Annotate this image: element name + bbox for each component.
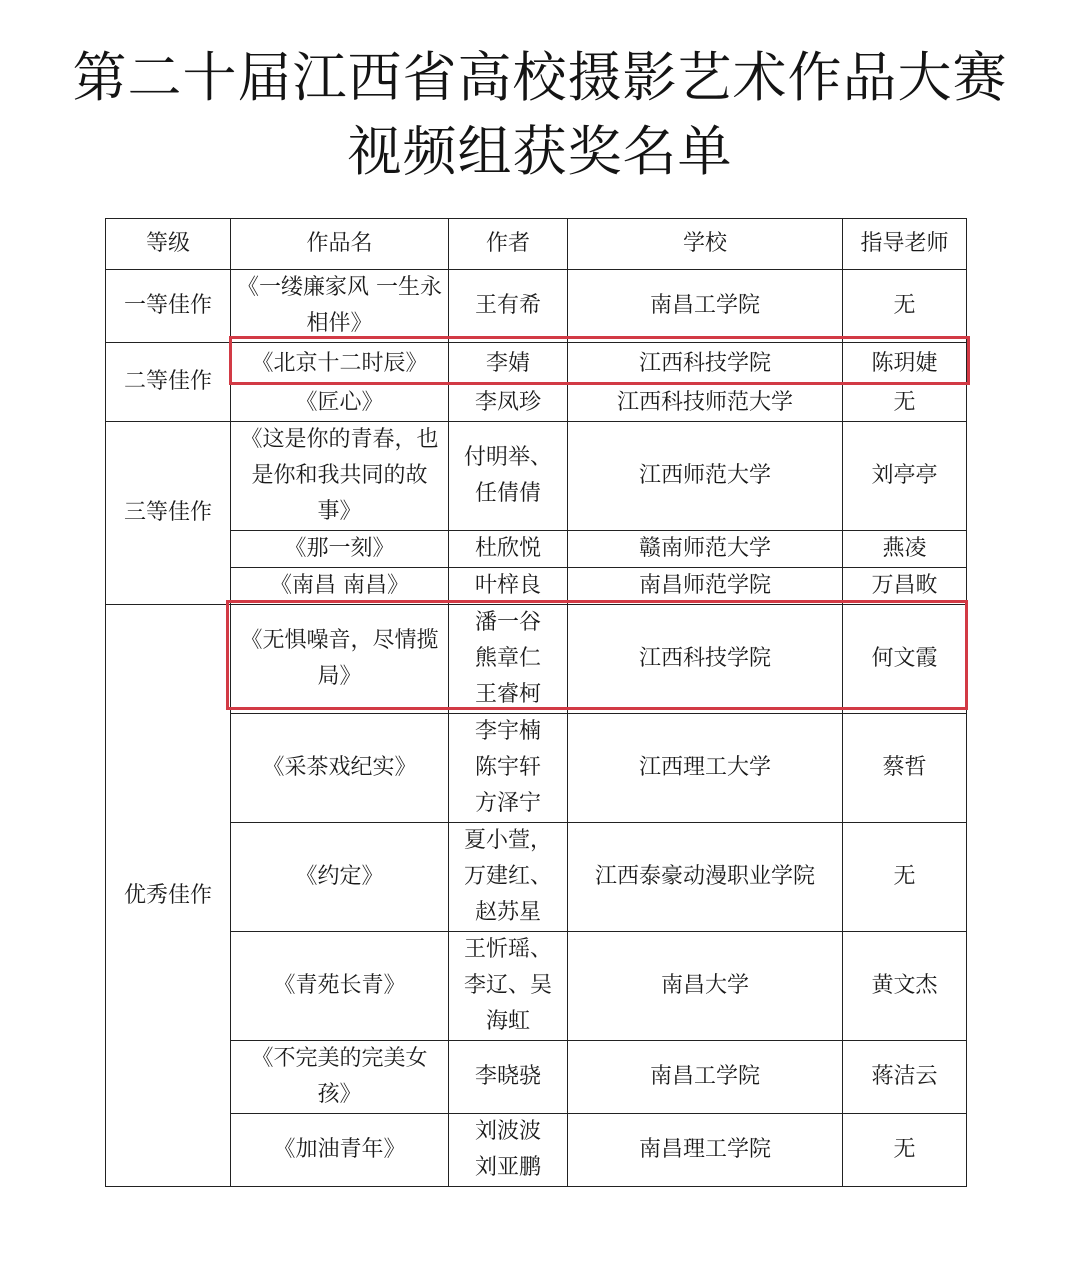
level-cell: 一等佳作 xyxy=(106,270,231,343)
teacher-cell: 陈玥婕 xyxy=(843,343,967,385)
author-cell: 王忻瑶、李辽、吴海虹 xyxy=(449,932,568,1041)
header-teacher: 指导老师 xyxy=(843,219,967,270)
table-row xyxy=(106,932,967,1041)
awards-table xyxy=(105,218,967,1187)
level-cell: 三等佳作 xyxy=(106,422,231,605)
teacher-cell: 无 xyxy=(843,385,967,422)
author-cell: 杜欣悦 xyxy=(449,531,568,568)
author-cell: 李晓骁 xyxy=(449,1041,568,1114)
teacher-cell: 刘亭亭 xyxy=(843,422,967,531)
level-cell: 优秀佳作 xyxy=(106,605,231,1187)
table-row xyxy=(106,385,967,422)
school-cell: 南昌工学院 xyxy=(568,1041,843,1114)
school-cell: 江西理工大学 xyxy=(568,714,843,823)
school-cell: 江西师范大学 xyxy=(568,422,843,531)
author-cell: 李宇楠 陈宇轩 方泽宁 xyxy=(449,714,568,823)
school-cell: 江西科技学院 xyxy=(568,605,843,714)
author-cell: 李婧 xyxy=(449,343,568,385)
teacher-cell: 无 xyxy=(843,1114,967,1187)
school-cell: 南昌理工学院 xyxy=(568,1114,843,1187)
teacher-cell: 蔡哲 xyxy=(843,714,967,823)
author-cell: 夏小萱，万建红、赵苏星 xyxy=(449,823,568,932)
table-header-row xyxy=(106,219,967,270)
teacher-cell: 无 xyxy=(843,823,967,932)
table-row xyxy=(106,531,967,568)
work-cell: 《约定》 xyxy=(231,823,449,932)
work-cell: 《南昌 南昌》 xyxy=(231,568,449,605)
header-school: 学校 xyxy=(568,219,843,270)
page-title: 第二十届江西省高校摄影艺术作品大赛 xyxy=(72,46,1008,109)
table-row xyxy=(106,568,967,605)
school-cell: 江西科技师范大学 xyxy=(568,385,843,422)
school-cell: 南昌大学 xyxy=(568,932,843,1041)
author-cell: 王有希 xyxy=(449,270,568,343)
teacher-cell: 何文霞 xyxy=(843,605,967,714)
teacher-cell: 无 xyxy=(843,270,967,343)
header-work: 作品名 xyxy=(231,219,449,270)
table-row xyxy=(106,1041,967,1114)
work-cell: 《采茶戏纪实》 xyxy=(231,714,449,823)
work-cell: 《无惧噪音，尽情揽局》 xyxy=(231,605,449,714)
author-cell: 李凤珍 xyxy=(449,385,568,422)
table-row xyxy=(106,1114,967,1187)
work-cell: 《青苑长青》 xyxy=(231,932,449,1041)
work-cell: 《那一刻》 xyxy=(231,531,449,568)
author-cell: 刘波波 刘亚鹏 xyxy=(449,1114,568,1187)
header-level: 等级 xyxy=(106,219,231,270)
author-cell: 叶梓良 xyxy=(449,568,568,605)
work-cell: 《北京十二时辰》 xyxy=(231,343,449,385)
school-cell: 赣南师范大学 xyxy=(568,531,843,568)
school-cell: 南昌工学院 xyxy=(568,270,843,343)
teacher-cell: 万昌畋 xyxy=(843,568,967,605)
page-subtitle: 视频组获奖名单 xyxy=(347,120,733,183)
table-row xyxy=(106,270,967,343)
table-row xyxy=(106,343,967,385)
author-cell: 付明举、任倩倩 xyxy=(449,422,568,531)
teacher-cell: 黄文杰 xyxy=(843,932,967,1041)
school-cell: 南昌师范学院 xyxy=(568,568,843,605)
school-cell: 江西科技学院 xyxy=(568,343,843,385)
school-cell: 江西泰豪动漫职业学院 xyxy=(568,823,843,932)
work-cell: 《匠心》 xyxy=(231,385,449,422)
table-row xyxy=(106,823,967,932)
teacher-cell: 燕凌 xyxy=(843,531,967,568)
work-cell: 《一缕廉家风 一生永相伴》 xyxy=(231,270,449,343)
table-row xyxy=(106,422,967,531)
teacher-cell: 蒋洁云 xyxy=(843,1041,967,1114)
author-cell: 潘一谷 熊章仁 王睿柯 xyxy=(449,605,568,714)
header-author: 作者 xyxy=(449,219,568,270)
level-cell: 二等佳作 xyxy=(106,343,231,422)
work-cell: 《这是你的青春，也是你和我共同的故事》 xyxy=(231,422,449,531)
work-cell: 《不完美的完美女孩》 xyxy=(231,1041,449,1114)
work-cell: 《加油青年》 xyxy=(231,1114,449,1187)
table-row xyxy=(106,605,967,714)
table-row xyxy=(106,714,967,823)
